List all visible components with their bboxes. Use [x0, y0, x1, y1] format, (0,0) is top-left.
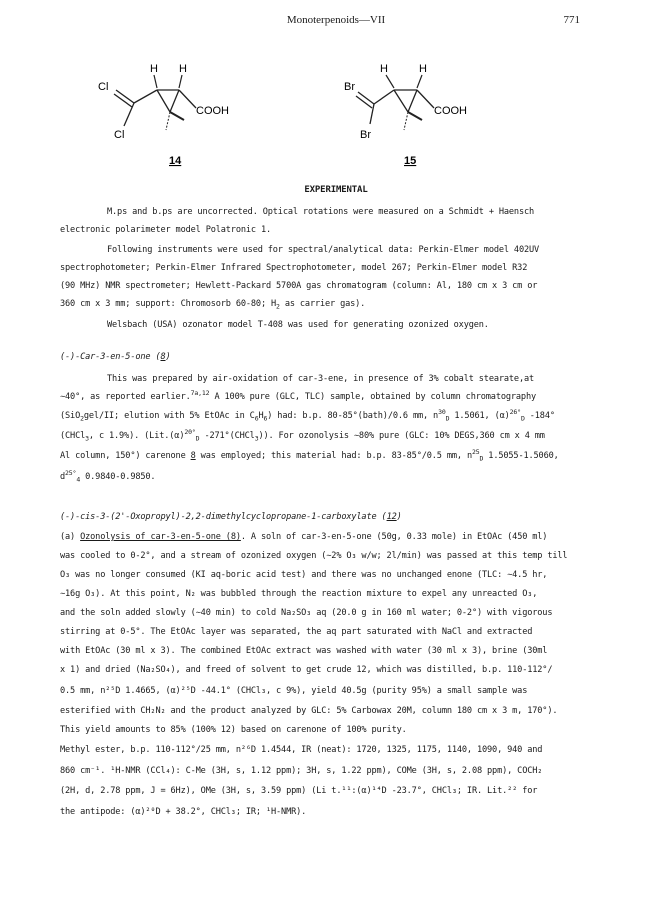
text-line: This was prepared by air-oxidation of car-3-ene, in presence of 3% cobalt stearate,at	[107, 374, 535, 384]
subsection-title: (-)-Car-3-en-5-one (8)	[60, 352, 171, 362]
text-line: ∼16g O₃). At this point, N₂ was bubbled through the reaction mixture to expel any unreacted O₃,	[60, 589, 538, 599]
structure-15-drawing	[344, 60, 510, 170]
subsection-title: (-)-cis-3-(2'-Oxopropyl)-2,2-dimethylcyclopropane-1-carboxylate (12)	[60, 512, 402, 522]
text-line: (SiO$_2$gel/II; elution with 5% EtOAc in $C_6H_6$) had: b.p. 80-85°(bath)/0.6 mm, $n^{30}_D$ 1.5061, $(\alpha)^{26^\circ}_D$ -184°	[60, 408, 555, 423]
h-left-label: H	[150, 63, 158, 75]
compound-label: 14	[169, 155, 182, 167]
text-line: Welsbach (USA) ozonator model T-408 was used for generating ozonized oxygen.	[107, 320, 489, 330]
text-line: 0.5 mm, n²⁵D 1.4665, (α)²⁵D -44.1° (CHCl₃, c 9%), yield 40.5g (purity 95%) a small sample was	[60, 686, 528, 696]
text-line: This yield amounts to 85% (100% 12) based on carenone of 100% purity.	[60, 725, 407, 735]
text-line: (CHCl$_3$, c 1.9%). ($Lit.(\alpha)^{20^\circ}_D$ -271°(CHCl$_3$)). For ozonolysis ∼80% pure (GLC: 10% DEGS,360 cm x 4 mm	[60, 428, 545, 443]
text-line: was cooled to 0-2°, and a stream of ozonized oxygen (∼2% O₃ w/w; 2l/min) was passed at this temp till	[60, 551, 568, 561]
structure-14	[98, 60, 268, 175]
text-line: and the soln added slowly (∼40 min) to cold Na₂SO₃ aq (20.0 g in 160 ml water; 0-2°) with vigorous	[60, 608, 553, 618]
structure-14-drawing	[98, 60, 268, 170]
text-line: x 1) and dried (Na₂SO₄), and freed of solvent to get crude 12, which was distilled, b.p. 110-112°/	[60, 665, 553, 675]
text-line: 360 cm x 3 mm; support: Chromosorb 60-80; $H_2$ as carrier gas).	[60, 299, 366, 311]
structure-15	[344, 60, 510, 175]
text-line: (2H, d, 2.78 ppm, J = 6Hz), OMe (3H, s, 3.59 ppm) (Li t.¹¹:(α)¹⁴D -23.7°, CHCl₃; IR. Lit.²² for	[60, 786, 538, 796]
text-line: Following instruments were used for spectral/analytical data: Perkin-Elmer model 402UV	[107, 245, 540, 255]
running-head: Monoterpenoids—VII	[286, 14, 386, 26]
page-number: 771	[563, 14, 580, 26]
halogen-bottom-label: Cl	[114, 129, 125, 141]
text-line: with EtOAc (30 ml x 3). The combined EtOAc extract was washed with water (30 ml x 3), brine (30ml	[60, 646, 548, 656]
text-line: Al column, 150°) carenone 8 was employed; this material had: b.p. 83-85°/0.5 mm, $n^{25}_D$ 1.5055-1.5060,	[60, 448, 559, 463]
text-line: $d^{25^\circ}_4$ 0.9840-0.9850.	[60, 469, 156, 484]
text-line: the antipode: (α)²⁰D + 38.2°, CHCl₃; IR; ¹H-NMR).	[60, 807, 307, 817]
text-line: (a) Ozonolysis of car-3-en-5-one (8). A soln of car-3-en-5-one (50g, 0.33 mole) in EtOAc (450 ml)	[60, 532, 548, 542]
text-line: Methyl ester, b.p. 110-112°/25 mm, n²⁶D 1.4544, IR (neat): 1720, 1325, 1175, 1140, 1090, 940 and	[60, 745, 543, 755]
text-line: electronic polarimeter model Polatronic 1.	[60, 225, 272, 235]
text-line: stirring at 0-5°. The EtOAc layer was separated, the aq part saturated with NaCl and extracted	[60, 627, 533, 637]
h-right-label: H	[179, 63, 187, 75]
compound-label: 15	[404, 155, 417, 167]
halogen-bottom-label: Br	[360, 129, 371, 141]
acid-group-label: COOH	[434, 105, 467, 117]
text-line: (90 MHz) NMR spectrometer; Hewlett-Packard 5700A gas chromatogram (column: Al, 180 cm x 3 cm or	[60, 281, 538, 291]
acid-group-label: COOH	[196, 105, 229, 117]
text-line: spectrophotometer; Perkin-Elmer Infrared Spectrophotometer, model 267; Perkin-Elmer model R32	[60, 263, 528, 273]
h-right-label: H	[419, 63, 427, 75]
text-line: 860 cm⁻¹. ¹H-NMR (CCl₄): C-Me (3H, s, 1.12 ppm); 3H, s, 1.22 ppm), COMe (3H, s, 2.08 ppm), COCH₂	[60, 766, 543, 776]
text-line: ∼40°, as reported earlier.$^{7a,12}$ A 100% pure (GLC, TLC) sample, obtained by column chromatography	[60, 389, 537, 402]
text-line: esterified with CH₂N₂ and the product analyzed by GLC: 5% Carbowax 20M, column 180 cm x 3 m, 170°).	[60, 706, 558, 716]
text-line: M.ps and b.ps are uncorrected. Optical rotations were measured on a Schmidt + Haensch	[107, 207, 535, 217]
h-left-label: H	[380, 63, 388, 75]
halogen-top-label: Cl	[98, 81, 109, 93]
text-line: O₃ was no longer consumed (KI aq-boric acid test) and there was no unchanged enone (TLC: ∼4.5 hr,	[60, 570, 548, 580]
section-heading: EXPERIMENTAL	[304, 185, 368, 195]
halogen-top-label: Br	[344, 81, 355, 93]
